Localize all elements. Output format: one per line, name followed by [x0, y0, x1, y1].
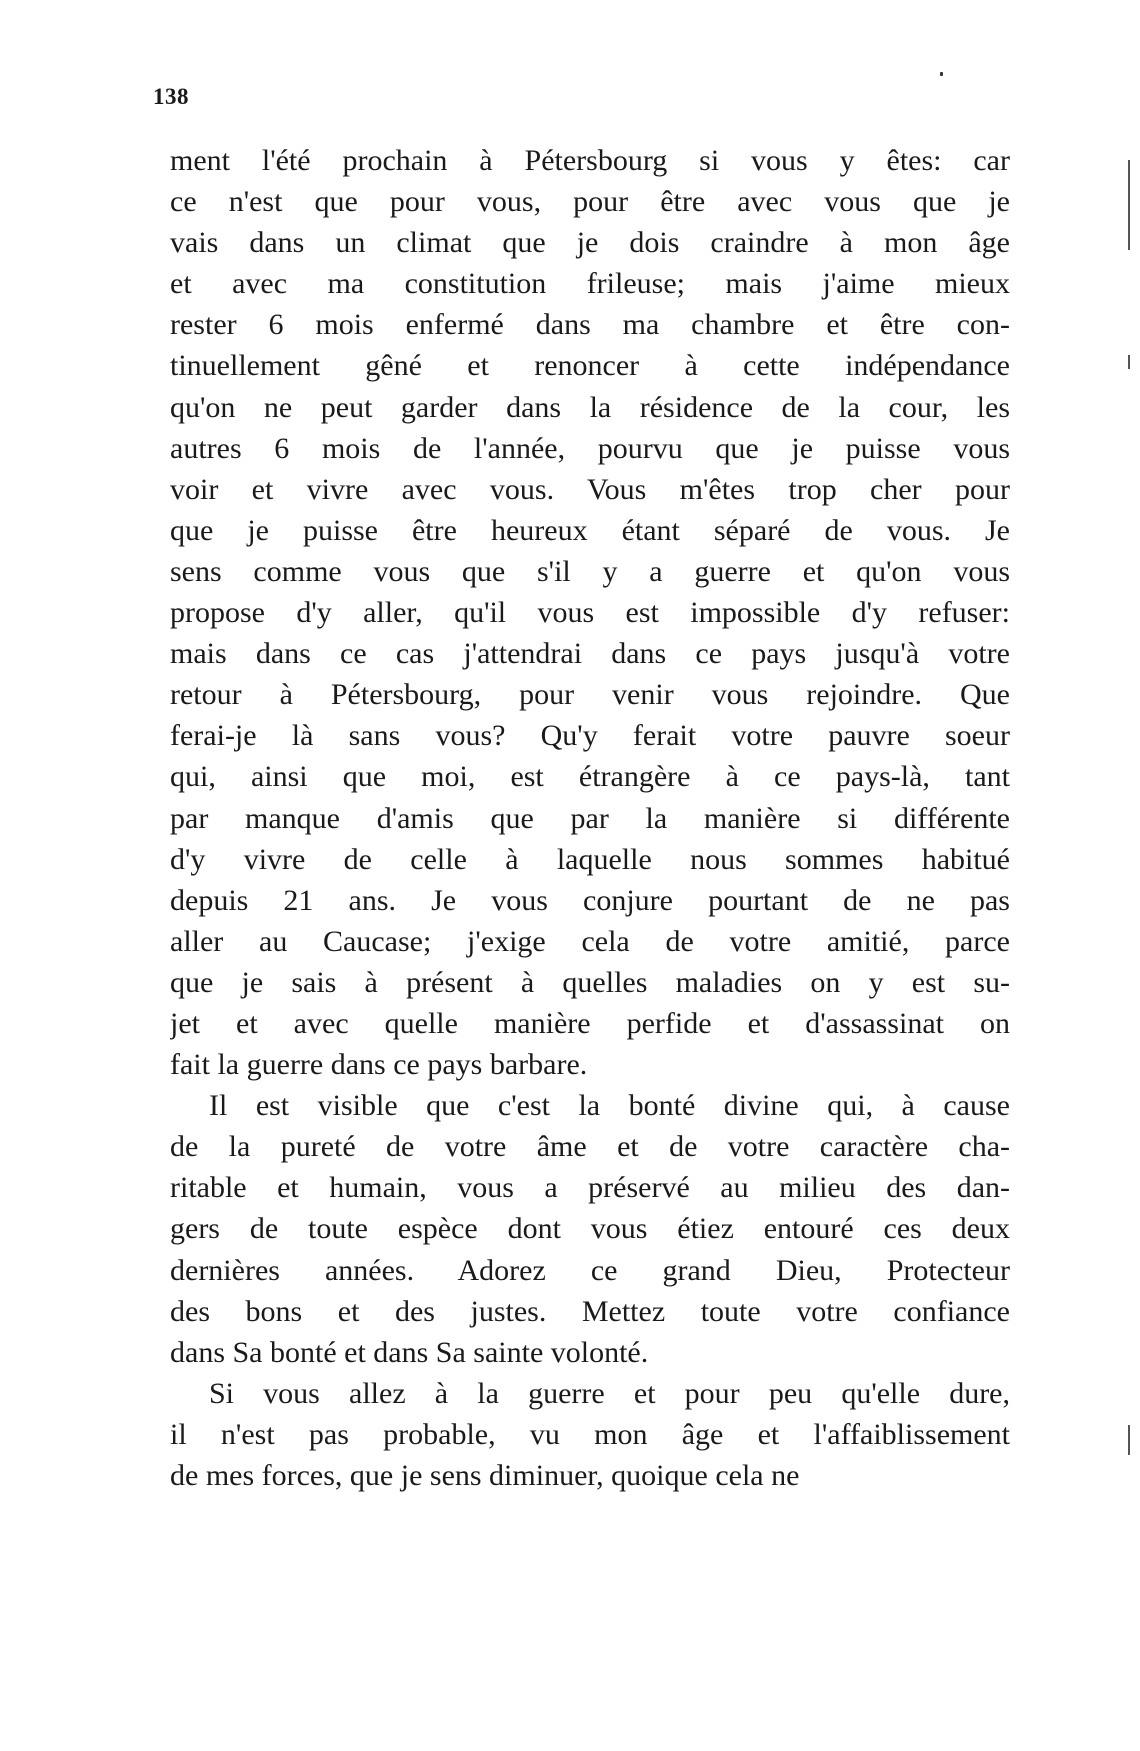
- paragraph: [170, 1373, 1010, 1496]
- text-line: de mes forces, que je sens diminuer, quoique cela ne: [170, 1459, 800, 1492]
- text-line: depuis 21 ans. Je vous conjure pourtant de ne pas: [170, 883, 1010, 917]
- text-line: qui, ainsi que moi, est étrangère à ce pays-là, tant: [170, 760, 1010, 794]
- paragraph: [170, 1085, 1010, 1373]
- text-line: qu'on ne peut garder dans la résidence de la cour, les: [170, 390, 1010, 424]
- scan-edge-mark: [1128, 160, 1130, 250]
- paragraph: [170, 140, 1010, 1085]
- text-line: jet et avec quelle manière perfide et d'assassinat on: [170, 1006, 1010, 1040]
- text-line: de la pureté de votre âme et de votre caractère cha-: [170, 1130, 1010, 1164]
- text-line: Si vous allez à la guerre et pour peu qu'elle dure,: [209, 1376, 1010, 1410]
- text-line: sens comme vous que s'il y a guerre et qu'on vous: [170, 554, 1010, 588]
- page-number: 138: [153, 84, 189, 109]
- text-line: rester 6 mois enfermé dans ma chambre et être con-: [170, 308, 1010, 342]
- text-line: dernières années. Adorez ce grand Dieu, Protecteur: [170, 1253, 1010, 1287]
- text-line: ritable et humain, vous a préservé au milieu des dan-: [170, 1171, 1010, 1205]
- text-line: dans Sa bonté et dans Sa sainte volonté.: [170, 1335, 649, 1369]
- text-line: vais dans un climat que je dois craindre à mon âge: [170, 226, 1010, 260]
- text-line: que je sais à présent à quelles maladies on y est su-: [170, 965, 1010, 999]
- text-line: il n'est pas probable, vu mon âge et l'affaiblissement: [170, 1417, 1010, 1451]
- text-line: aller au Caucase; j'exige cela de votre amitié, parce: [170, 924, 1010, 958]
- scan-edge-mark: [1128, 355, 1130, 369]
- text-line: gers de toute espèce dont vous étiez entouré ces deux: [170, 1212, 1010, 1246]
- text-line: fait la guerre dans ce pays barbare.: [170, 1048, 588, 1082]
- text-line: autres 6 mois de l'année, pourvu que je puisse vous: [170, 431, 1010, 465]
- text-line: Il est visible que c'est la bonté divine qui, à cause: [209, 1089, 1010, 1123]
- text-line: tinuellement gêné et renoncer à cette indépendance: [170, 349, 1010, 383]
- scan-edge-mark: [1128, 1425, 1130, 1455]
- text-line: mais dans ce cas j'attendrai dans ce pays jusqu'à votre: [170, 637, 1010, 671]
- text-line: et avec ma constitution frileuse; mais j'aime mieux: [170, 267, 1010, 301]
- text-line: ce n'est que pour vous, pour être avec vous que je: [170, 185, 1010, 219]
- text-line: par manque d'amis que par la manière si différente: [170, 801, 1010, 835]
- text-line: ferai-je là sans vous? Qu'y ferait votre pauvre soeur: [170, 719, 1010, 753]
- text-line: des bons et des justes. Mettez toute votre confiance: [170, 1294, 1010, 1328]
- text-line: retour à Pétersbourg, pour venir vous rejoindre. Que: [170, 678, 1010, 712]
- text-line: voir et vivre avec vous. Vous m'êtes trop cher pour: [170, 472, 1010, 506]
- text-line: ment l'été prochain à Pétersbourg si vous y êtes: car: [170, 144, 1010, 177]
- text-line: propose d'y aller, qu'il vous est impossible d'y refuser:: [170, 596, 1010, 630]
- text-line: que je puisse être heureux étant séparé de vous. Je: [170, 513, 1010, 547]
- ink-speck: [940, 72, 943, 76]
- body-text: [170, 140, 1010, 1496]
- text-line: d'y vivre de celle à laquelle nous sommes habitué: [170, 842, 1010, 876]
